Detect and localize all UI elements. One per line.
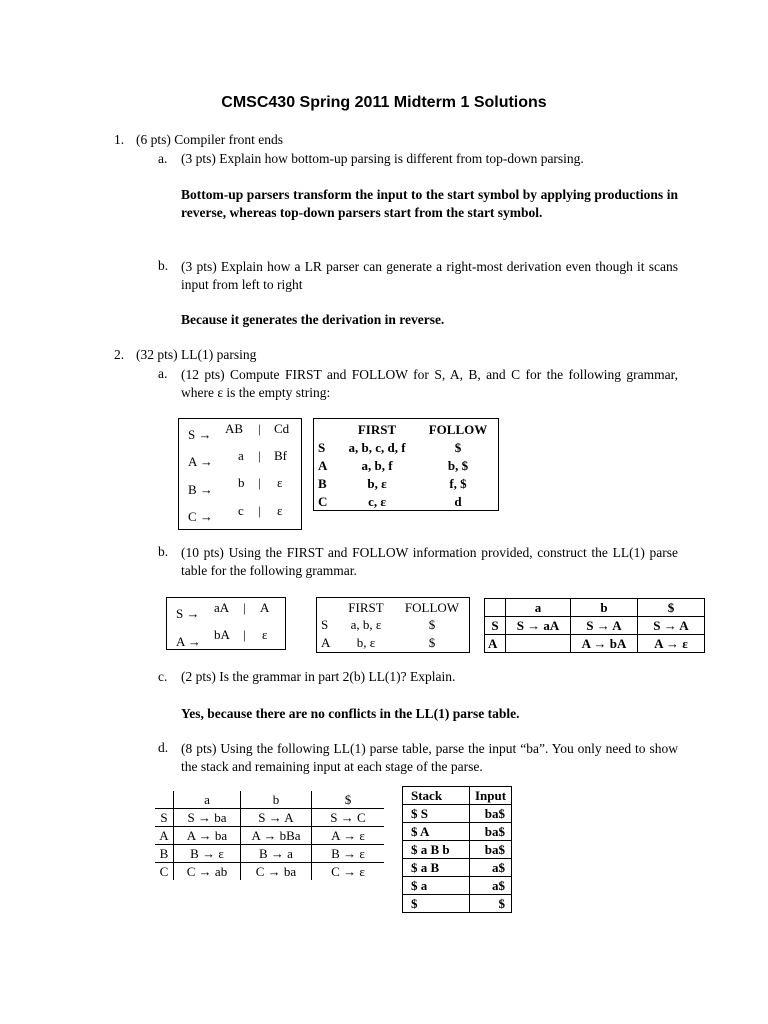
- page-title: CMSC430 Spring 2011 Midterm 1 Solutions: [221, 94, 547, 111]
- ff-nonterminal: A: [321, 635, 331, 650]
- grammar-nonterminal: S →: [176, 606, 200, 621]
- ff-nonterminal: S: [321, 617, 329, 632]
- table-cell: A → bA: [571, 635, 638, 653]
- grammar-nonterminal: S →: [188, 427, 212, 442]
- follow-header: FOLLOW: [428, 422, 488, 437]
- row-header: A: [485, 635, 506, 653]
- first-cell: c, ε: [368, 494, 386, 509]
- q1a-question: (3 pts) Explain how bottom-up parsing is different from top-down parsing.: [181, 151, 584, 166]
- table-cell: S → C: [312, 809, 385, 827]
- grammar-separator: |: [258, 475, 261, 490]
- input-header: Input: [470, 787, 512, 805]
- q1-number: 1.: [114, 132, 125, 147]
- table-cell: C → ε: [312, 863, 385, 881]
- grammar-nonterminal: B →: [188, 482, 213, 497]
- table-cell: [506, 635, 571, 653]
- grammar-separator: |: [258, 448, 261, 463]
- stack-header: Stack: [403, 787, 470, 805]
- grammar-rhs: c: [238, 503, 244, 518]
- grammar-nonterminal: A →: [176, 634, 201, 649]
- first-cell: a, b, f: [361, 458, 393, 473]
- q2b-label: b.: [158, 544, 169, 559]
- ff-nonterminal: B: [318, 476, 327, 491]
- row-header: S: [485, 617, 506, 635]
- row-header: B: [155, 845, 174, 863]
- table-cell: B → ε: [174, 845, 241, 863]
- first-header: FIRST: [357, 422, 397, 437]
- grammar-rhs: Bf: [274, 448, 287, 463]
- table-cell: S → A: [571, 617, 638, 635]
- row-header: A: [155, 827, 174, 845]
- grammar-rhs: a: [238, 448, 244, 463]
- q2b-grammar-box: [166, 597, 286, 650]
- q2c-question: (2 pts) Is the grammar in part 2(b) LL(1)? Explain.: [181, 669, 456, 684]
- q1b-label: b.: [158, 258, 169, 273]
- table-cell: B → ε: [312, 845, 385, 863]
- grammar-rhs: aA: [214, 600, 230, 615]
- q2b-question: (10 pts) Using the FIRST and FOLLOW information provided, construct the LL(1) parse table for the following grammar.: [181, 545, 678, 578]
- column-header: a: [506, 599, 571, 617]
- table-cell: A → ba: [174, 827, 241, 845]
- table-cell: C → ba: [241, 863, 312, 881]
- row-header: C: [155, 863, 174, 881]
- table-cell: S → aA: [506, 617, 571, 635]
- stack-cell: $ a: [403, 877, 470, 895]
- grammar-nonterminal: A →: [188, 454, 213, 469]
- row-header: S: [155, 809, 174, 827]
- grammar-separator: |: [258, 421, 261, 436]
- grammar-rhs: ε: [277, 503, 283, 518]
- q2b-first-follow-table: [316, 597, 470, 653]
- q2-number: 2.: [114, 347, 125, 362]
- input-cell: ba$: [470, 841, 512, 859]
- q2d-parse-table: [155, 791, 384, 880]
- grammar-rhs: Cd: [274, 421, 290, 436]
- grammar-separator: |: [243, 600, 246, 615]
- first-header: FIRST: [348, 599, 384, 615]
- q2c-answer: Yes, because there are no conflicts in the LL(1) parse table.: [181, 706, 520, 721]
- stack-cell: $: [403, 895, 470, 913]
- grammar-rhs: b: [238, 475, 245, 490]
- q2a-label: a.: [158, 366, 168, 381]
- q1b-question: (3 pts) Explain how a LR parser can generate a right-most derivation even though it scans input from left to right: [181, 259, 678, 292]
- table-cell: C → ab: [174, 863, 241, 881]
- column-header: b: [241, 791, 312, 809]
- q2c-label: c.: [158, 669, 168, 684]
- table-cell: S → A: [241, 809, 312, 827]
- q2a-grammar-box: [178, 418, 302, 530]
- table-cell: S → ba: [174, 809, 241, 827]
- follow-cell: $: [428, 635, 436, 650]
- follow-cell: f, $: [449, 476, 467, 491]
- column-header: b: [571, 599, 638, 617]
- ff-nonterminal: S: [318, 440, 326, 455]
- table-cell: A → bBa: [241, 827, 312, 845]
- q1-header: (6 pts) Compiler front ends: [136, 132, 283, 147]
- column-header: $: [638, 599, 705, 617]
- ff-nonterminal: A: [318, 458, 328, 473]
- stack-cell: $ a B: [403, 859, 470, 877]
- first-cell: a, b, c, d, f: [348, 440, 406, 455]
- grammar-separator: |: [243, 627, 246, 642]
- grammar-rhs: bA: [214, 627, 230, 642]
- grammar-rhs: AB: [225, 421, 244, 436]
- ff-nonterminal: C: [318, 494, 328, 509]
- follow-header: FOLLOW: [404, 599, 460, 615]
- grammar-rhs: A: [260, 600, 270, 615]
- first-cell: b, ε: [356, 635, 376, 650]
- stack-cell: $ S: [403, 805, 470, 823]
- q2d-question: (8 pts) Using the following LL(1) parse table, parse the input “ba”. You only need to show the stack and remaining input at each stage of the parse.: [181, 741, 678, 774]
- q2d-trace-table: [402, 786, 512, 913]
- follow-cell: d: [454, 494, 462, 509]
- input-cell: $: [470, 895, 512, 913]
- q1a-label: a.: [158, 151, 168, 166]
- q2d-label: d.: [158, 740, 169, 755]
- follow-cell: b, $: [447, 458, 469, 473]
- stack-cell: $ a B b: [403, 841, 470, 859]
- q2a-first-follow-table: [313, 418, 499, 511]
- grammar-separator: |: [258, 503, 261, 518]
- input-cell: a$: [470, 859, 512, 877]
- first-cell: b, ε: [367, 476, 387, 491]
- input-cell: a$: [470, 877, 512, 895]
- table-cell: B → a: [241, 845, 312, 863]
- grammar-nonterminal: C →: [188, 509, 213, 524]
- grammar-rhs: ε: [277, 475, 283, 490]
- stack-cell: $ A: [403, 823, 470, 841]
- q2a-question: (12 pts) Compute FIRST and FOLLOW for S, A, B, and C for the following grammar, where ε is the empty string:: [181, 367, 678, 400]
- input-cell: ba$: [470, 805, 512, 823]
- follow-cell: $: [428, 617, 436, 632]
- table-cell: A → ε: [638, 635, 705, 653]
- follow-cell: $: [454, 440, 462, 455]
- q2-header: (32 pts) LL(1) parsing: [136, 347, 257, 362]
- first-cell: a, b, ε: [350, 617, 382, 632]
- column-header: $: [312, 791, 385, 809]
- input-cell: ba$: [470, 823, 512, 841]
- column-header: a: [174, 791, 241, 809]
- table-cell: A → ε: [312, 827, 385, 845]
- q2b-parse-table: [484, 598, 705, 653]
- q1b-answer: Because it generates the derivation in reverse.: [181, 312, 445, 327]
- table-cell: S → A: [638, 617, 705, 635]
- grammar-rhs: ε: [262, 627, 268, 642]
- q1a-answer: Bottom-up parsers transform the input to the start symbol by applying productions in reverse, whereas top-down parsers start from the start symbol.: [181, 187, 678, 220]
